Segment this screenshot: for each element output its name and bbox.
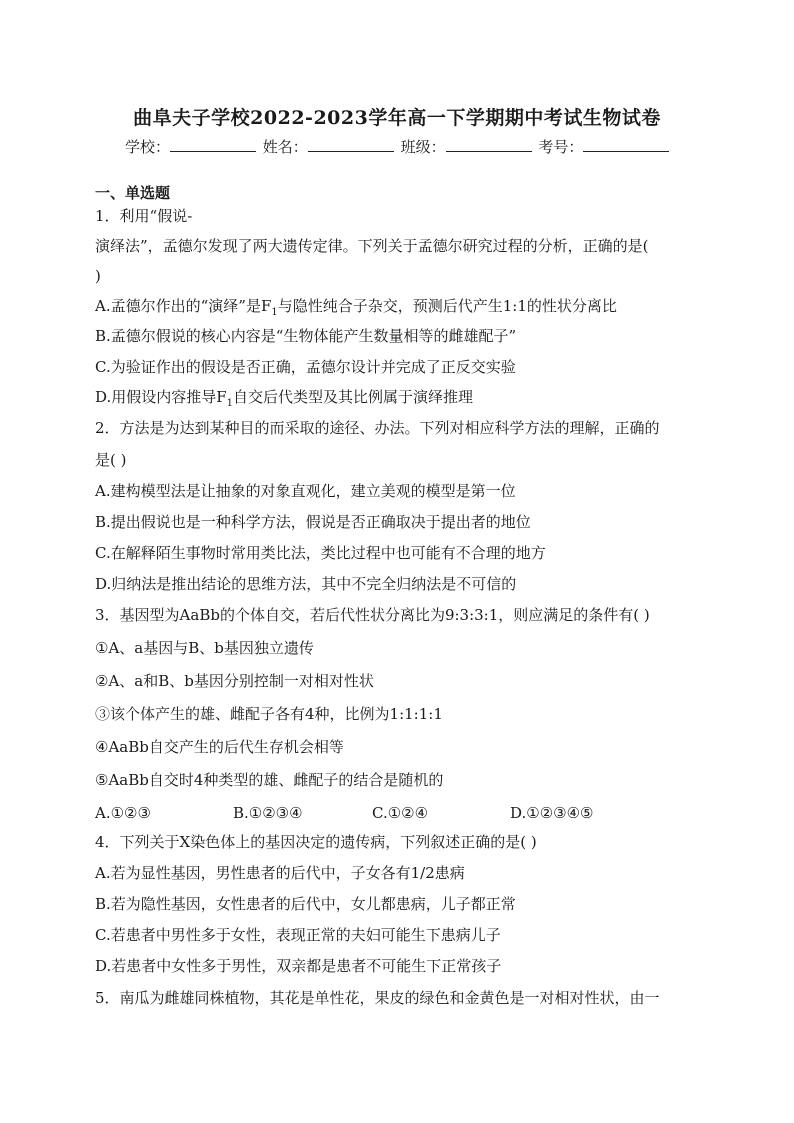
school-blank[interactable] (170, 137, 256, 152)
school-label: 学校： (125, 138, 171, 156)
q3-stem: 3．基因型为AaBb的个体自交，若后代性状分离比为9:3:3:1，则应满足的条件有( ) (95, 606, 650, 624)
q4-option-d: D.若患者中女性多于男性，双亲都是患者不可能生下正常孩子 (95, 957, 502, 975)
q4-option-c: C.若患者中男性多于女性，表现正常的夫妇可能生下患病儿子 (95, 926, 501, 944)
q2-option-a: A.建构模型法是让抽象的对象直观化，建立美观的模型是第一位 (95, 482, 516, 500)
q3-statement-5: ⑤AaBb自交时4种类型的雄、雌配子的结合是随机的 (95, 771, 444, 789)
q4-stem: 4．下列关于X染色体上的基因决定的遗传病，下列叙述正确的是( ) (95, 833, 537, 851)
q4-option-b: B.若为隐性基因，女性患者的后代中，女儿都患病，儿子都正常 (95, 895, 516, 913)
name-label: 姓名： (262, 138, 308, 156)
q1-stem-line1: 1．利用“假说- (95, 207, 193, 225)
q3-statement-4: ④AaBb自交产生的后代生存机会相等 (95, 738, 344, 756)
q3-statement-2: ②A、a和B、b基因分别控制一对相对性状 (95, 672, 374, 690)
q2-option-b: B.提出假说也是一种科学方法，假说是否正确取决于提出者的地位 (95, 513, 531, 531)
class-label: 班级： (400, 138, 446, 156)
q3-option-a: A.①②③ (95, 804, 151, 822)
q2-option-c: C.在解释陌生事物时常用类比法，类比过程中也可能有不合理的地方 (95, 544, 546, 562)
q3-statement-1: ①A、a基因与B、b基因独立遗传 (95, 639, 314, 657)
q3-option-b: B.①②③④ (233, 804, 303, 822)
q1-option-c: C.为验证作出的假设是否正确，孟德尔设计并完成了正反交实验 (95, 358, 516, 376)
q1-option-a: A.孟德尔作出的“演绎”是$F_1$与隐性纯合子杂交，预测后代产生1:1的性状分离比 (95, 297, 617, 318)
number-label: 考号： (538, 138, 584, 156)
name-blank[interactable] (308, 137, 394, 152)
q4-option-a: A.若为显性基因，男性患者的后代中，子女各有1/2患病 (95, 864, 465, 882)
q2-stem-line1: 2．方法是为达到某种目的而采取的途径、办法。下列对相应科学方法的理解，正确的 (95, 419, 660, 437)
q2-option-d: D.归纳法是推出结论的思维方法，其中不完全归纳法是不可信的 (95, 575, 517, 593)
q5-stem-line1: 5．南瓜为雌雄同株植物，其花是单性花，果皮的绿色和金黄色是一对相对性状，由一 (95, 989, 660, 1007)
number-blank[interactable] (583, 137, 669, 152)
q1-option-d: D.用假设内容推导$F_1$自交后代类型及其比例属于演绎推理 (95, 388, 474, 409)
student-info-line (125, 136, 671, 157)
q3-statement-3: ③该个体产生的雄、雌配子各有4种，比例为1:1:1:1 (95, 705, 443, 723)
q3-option-d: D.①②③④⑤ (510, 804, 594, 822)
q2-stem-line2: 是( ) (95, 451, 127, 469)
class-blank[interactable] (446, 137, 532, 152)
q1-option-b: B.孟德尔假说的核心内容是“生物体能产生数量相等的雌雄配子” (95, 327, 517, 345)
q1-stem-line3: ) (95, 267, 101, 285)
q1-stem-line2: 演绎法”，孟德尔发现了两大遗传定律。下列关于孟德尔研究过程的分析，正确的是( (95, 237, 649, 255)
section-heading: 一、单选题 (95, 184, 171, 202)
q3-option-c: C.①②④ (372, 804, 429, 822)
exam-title: 曲阜夫子学校2022-2023学年高一下学期期中考试生物试卷 (133, 107, 661, 129)
